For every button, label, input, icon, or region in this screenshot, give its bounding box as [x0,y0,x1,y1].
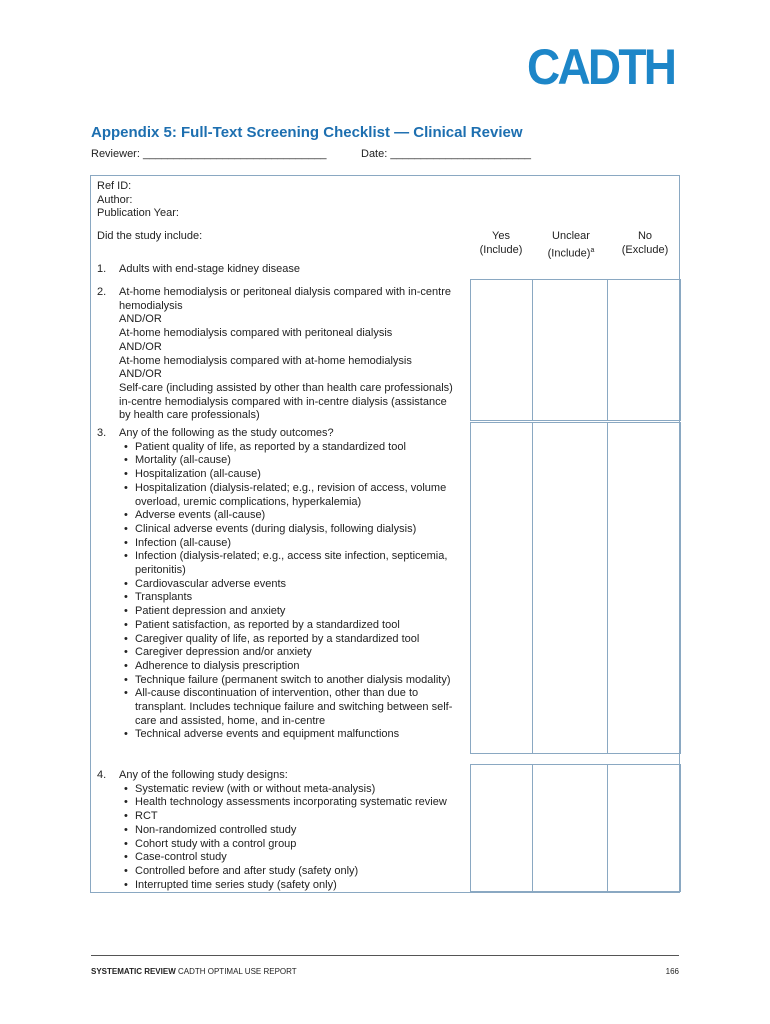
item-line: At-home hemodialysis compared with at-home hemodialysis [119,354,412,367]
item-4-unclear-checkbox[interactable] [532,764,608,892]
item-line: hemodialysis [119,299,183,312]
screening-checklist [90,175,680,893]
ref-id-label: Ref ID: [97,180,132,192]
list-item: • Patient quality of life, as reported by a standardized tool [124,440,406,453]
list-item: • Caregiver quality of life, as reported by a standardized tool [124,632,420,645]
item-3-unclear-checkbox[interactable] [532,422,608,754]
reviewer-line: Reviewer: ______________________________ [91,148,327,160]
list-item: • Case-control study [124,851,227,864]
list-item: • Cohort study with a control group [124,837,297,850]
no-exclude-label: (Exclude) [621,243,669,256]
cadth-logo: CADTH [527,39,675,95]
list-item: • Patient depression and anxiety [124,605,286,618]
publication-year-label: Publication Year: [97,207,179,219]
item-number: 1. [97,263,107,275]
list-item: • Cardiovascular adverse events [124,577,287,590]
list-item: • Non-randomized controlled study [124,823,297,836]
item-line: AND/OR [119,340,162,353]
list-item: • Transplants [124,591,193,604]
item-line: At-home hemodialysis or peritoneal dialysis compared with in-centre [119,286,451,298]
item-text [119,263,469,277]
item-text [119,427,469,742]
item-number: 2. [97,286,107,298]
item-2-yes-checkbox[interactable] [470,279,533,421]
list-item: • Adherence to dialysis prescription [124,659,300,672]
question-header: Did the study include: [97,230,203,242]
page-number: 166 [665,967,679,976]
study-design-list [119,783,469,893]
item-line: Self-care (including assisted by other than health care professionals) [119,381,453,394]
footnote-marker: a [590,246,595,254]
item-line: in-centre hemodialysis compared with in-centre dialysis (assistance [119,395,447,408]
list-item: • Patient satisfaction, as reported by a standardized tool [124,618,400,631]
list-item: • Infection (dialysis-related; e.g., access site infection, septicemia, peritonitis) [124,550,448,577]
item-2-unclear-checkbox[interactable] [532,279,608,421]
item-line: AND/OR [119,368,162,381]
item-line: Adults with end-stage kidney disease [119,263,300,275]
footer-bold-label: SYSTEMATIC REVIEW [91,967,176,976]
yes-label: Yes [492,230,510,242]
list-item: • All-cause discontinuation of intervention, other than due to transplant. Includes technique failure and switching between self- care and assisted, home, and in-centre [124,687,453,727]
column-header-yes [471,230,531,257]
date-line: Date: _______________________ [361,148,532,160]
item-4-no-checkbox[interactable] [607,764,681,892]
item-line: At-home hemodialysis compared with peritoneal dialysis [119,327,393,340]
list-item: • Adverse events (all-cause) [124,509,266,522]
author-label: Author: [97,193,133,206]
item-line: AND/OR [119,313,162,326]
list-item: • Hospitalization (dialysis-related; e.g., revision of access, volume overload, uremic complications, hyperkalemia) [124,481,447,508]
unclear-include-label: (Include)$^a$ [547,246,595,260]
footer-rest-label: CADTH OPTIMAL USE REPORT [175,967,297,976]
yes-include-label: (Include) [479,243,523,256]
footer-divider [91,955,679,956]
list-item: • Technique failure (permanent switch to another dialysis modality) [124,673,451,686]
list-item: • Caregiver depression and/or anxiety [124,646,312,659]
item-text [119,286,469,423]
item-text [119,769,469,892]
column-header-no [615,230,675,257]
footer-report-name [91,967,297,976]
item-lead: Any of the following study designs: [119,769,288,781]
list-item: • RCT [124,810,158,823]
list-item: • Clinical adverse events (during dialysis, following dialysis) [124,522,417,535]
list-item: • Systematic review (with or without meta-analysis) [124,782,376,795]
list-item: • Health technology assessments incorporating systematic review [124,796,447,809]
item-number: 4. [97,769,107,781]
page-title: Appendix 5: Full-Text Screening Checklist — Clinical Review [91,124,523,141]
outcome-list [119,441,469,742]
list-item: • Infection (all-cause) [124,536,231,549]
no-label: No [637,230,653,242]
item-2-no-checkbox[interactable] [607,279,681,421]
item-3-no-checkbox[interactable] [607,422,681,754]
item-number: 3. [97,427,107,439]
column-header-unclear [539,230,603,261]
list-item: • Mortality (all-cause) [124,454,231,467]
item-3-yes-checkbox[interactable] [470,422,533,754]
item-4-yes-checkbox[interactable] [470,764,533,892]
list-item: • Interrupted time series study (safety only) [124,878,337,891]
reference-meta [97,180,179,221]
list-item: • Technical adverse events and equipment malfunctions [124,728,400,741]
list-item: • Controlled before and after study (safety only) [124,864,359,877]
item-line: by health care professionals) [119,409,260,422]
list-item: • Hospitalization (all-cause) [124,468,261,481]
item-lead: Any of the following as the study outcomes? [119,427,334,439]
unclear-label: Unclear [552,230,590,242]
